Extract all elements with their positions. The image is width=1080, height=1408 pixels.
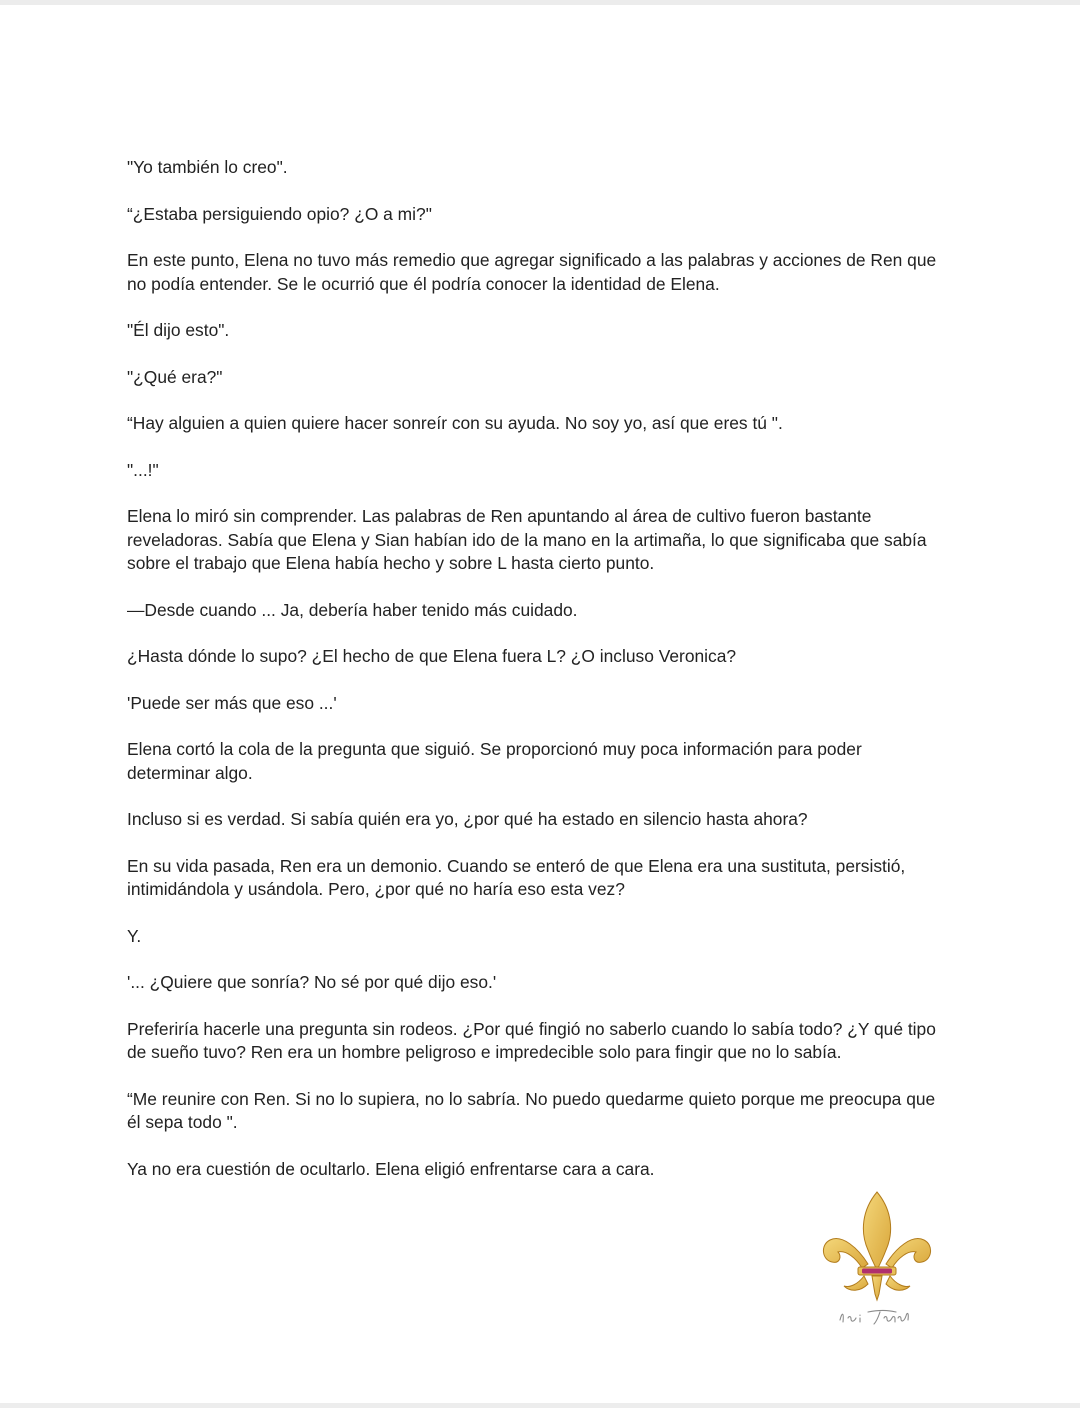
paragraph: “¿Estaba persiguiendo opio? ¿O a mi?" [127,203,432,224]
paragraph: Ya no era cuestión de ocultarlo. Elena eligió enfrentarse cara a cara. [127,1158,655,1179]
fleur-de-lis-icon [818,1188,936,1333]
paragraph: "...!" [127,459,159,480]
paragraph: En su vida pasada, Ren era un demonio. Cuando se enteró de que Elena era una sustituta, persistió, intimidándola y usándola. Pero, ¿por qué no haría eso esta vez? [127,855,906,899]
document-body [127,156,957,1204]
paragraph: '... ¿Quiere que sonría? No sé por qué dijo eso.' [127,972,497,992]
translator-logo [818,1188,936,1333]
paragraph: ¿Hasta dónde lo supo? ¿El hecho de que Elena fuera L? ¿O incluso Veronica? [127,646,737,666]
paragraph: “Hay alguien a quien quiere hacer sonreír con su ayuda. No soy yo, así que eres tú ". [127,413,783,433]
paragraph: "Él dijo esto". [127,320,230,340]
paragraph: Elena lo miró sin comprender. Las palabras de Ren apuntando al área de cultivo fueron bastante reveladoras. Sabía que Elena y Sian habían ido de la mano en la artimaña, lo que significaba que sabía sobre el trabajo que Elena había hecho y sobre L hasta cierto punto. [127,506,927,573]
paragraph: 'Puede ser más que eso ...' [127,692,337,713]
paragraph: "¿Qué era?" [127,366,223,387]
paragraph: “Me reunire con Ren. Si no lo supiera, no lo sabría. No puedo quedarme quieto porque me preocupa que él sepa todo ". [127,1088,936,1132]
paragraph: Incluso si es verdad. Si sabía quién era yo, ¿por qué ha estado en silencio hasta ahora? [127,809,808,829]
paragraph: Preferiría hacerle una pregunta sin rodeos. ¿Por qué fingió no saberlo cuando lo sabía todo? ¿Y qué tipo de sueño tuvo? Ren era un hombre peligroso e impredecible solo para fingir que no lo sabía. [127,1018,936,1062]
paragraph: —Desde cuando ... Ja, debería haber tenido más cuidado. [127,599,578,620]
paragraph: En este punto, Elena no tuvo más remedio que agregar significado a las palabras y acciones de Ren que no podía entender. Se le ocurrió que él podría conocer la identidad de Elena. [127,250,937,294]
paragraph: "Yo también lo creo". [127,157,288,177]
top-edge-rule [0,0,1080,5]
paragraph: Elena cortó la cola de la pregunta que siguió. Se proporcionó muy poca información para poder determinar algo. [127,739,862,783]
paragraph: Y. [127,925,142,946]
bottom-edge-rule [0,1403,1080,1408]
